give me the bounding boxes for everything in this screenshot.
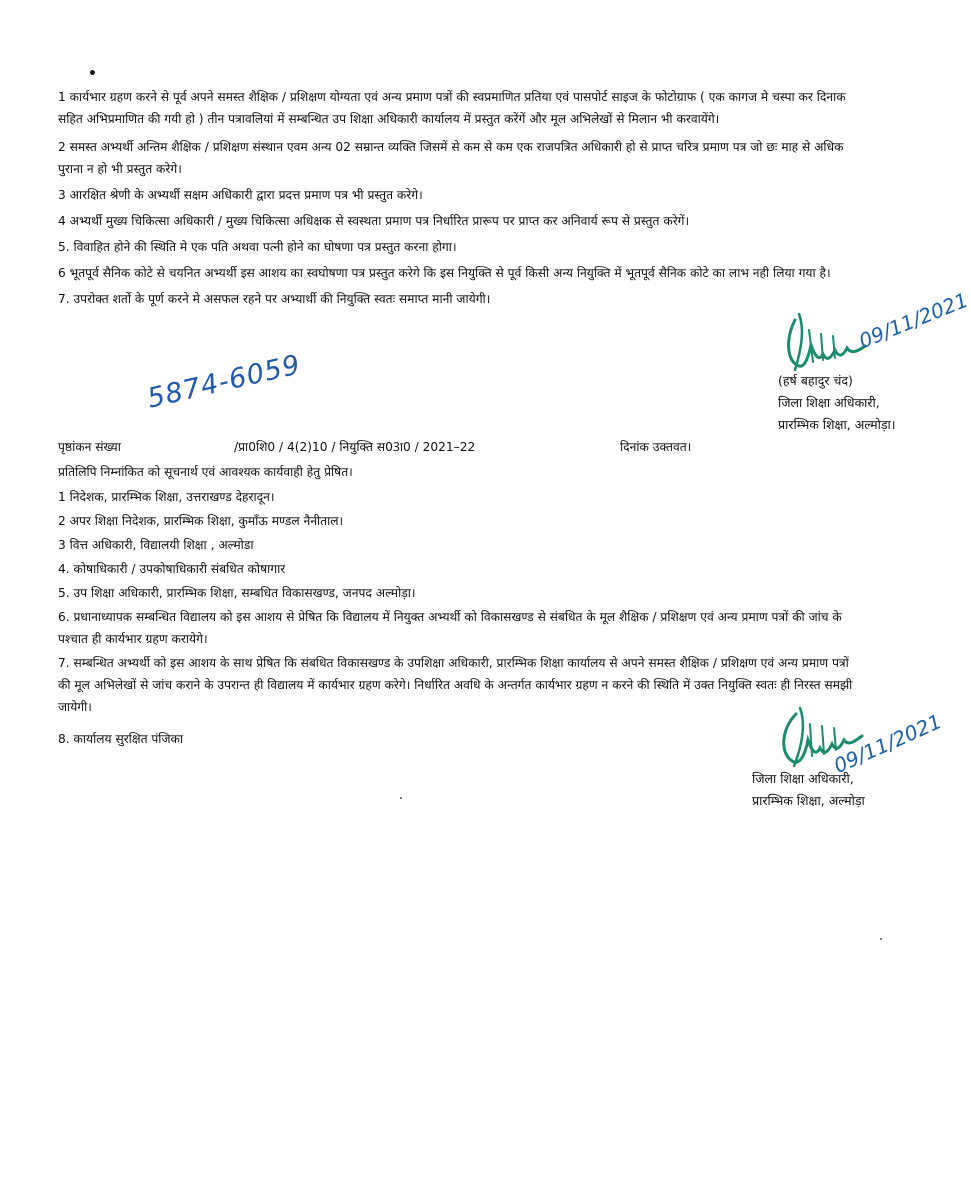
condition-7: 7. उपरोक्त शर्तो के पूर्ण करने मे असफल रहने पर अभ्यार्थी की नियुक्ति स्वतः समाप्त मानी जायेगी।	[58, 292, 491, 306]
signature-1-block	[778, 370, 896, 436]
copy-item-8: 8. कार्यालय सुरक्षित पंजिका	[58, 732, 184, 746]
copy-item-2: 2 अपर शिक्षा निदेशक, प्रारम्भिक शिक्षा, कुमाँऊ मण्डल नैनीताल।	[58, 514, 344, 528]
signature-2-block	[752, 768, 865, 812]
copy-item-6: 6. प्रधानाध्यापक सम्बन्धित विद्यालय को इस आशय से प्रेषित कि विद्यालय में नियुक्त अभ्यर्थी को विकासखण्ड से संबधित के मूल शैक्षिक / प्रशिक्षण एवं अन्य प्रमाण पत्रों की जांच के पश्चात ही कार्यभार ग्रहण करायेगे।	[58, 610, 842, 646]
officer-designation: जिला शिक्षा अधिकारी,	[778, 395, 880, 410]
copy-intro: प्रतिलिपि निम्नांकित को सूचनार्थ एवं आवश्यक कार्यवाही हेतु प्रेषित।	[58, 465, 353, 479]
officer-office-2: प्रारम्भिक शिक्षा, अल्मोड़ा	[752, 793, 865, 808]
top-mark: •	[88, 66, 97, 82]
officer-designation-2: जिला शिक्षा अधिकारी,	[752, 771, 854, 786]
condition-2: 2 समस्त अभ्यर्थी अन्तिम शैक्षिक / प्रशिक्षण संस्थान एवम अन्य 02 सम्रान्त व्यक्ति जिसमें से कम से कम एक राजपत्रित अधिकारी हो से प्राप्त चरित्र प्रमाण पत्र जो छः माह से अधिक पुराना न हो भी प्रस्तुत करेगे।	[58, 140, 844, 176]
condition-6: 6 भूतपूर्व सैनिक कोटे से चयनित अभ्यर्थी इस आशय का स्वघोषणा पत्र प्रस्तुत करेगे कि इस नियुक्ति से पूर्व किसी अन्य नियुक्ति में भूतपूर्व सैनिक कोटे का लाभ नही लिया गया है।	[58, 266, 831, 280]
handwritten-dispatch-number: 5874-6059	[144, 349, 304, 415]
reference-date: दिनांक उक्तवत।	[620, 440, 692, 454]
conditions-list	[58, 86, 858, 314]
reference-code: /प्रा0शि0 / 4(2)10 / नियुक्ति स03ा0 / 2021–22	[234, 440, 476, 454]
copy-item-5: 5. उप शिक्षा अधिकारी, प्रारम्भिक शिक्षा, सम्बधित विकासखण्ड, जनपद अल्मोड़ा।	[58, 586, 416, 600]
copy-item-3: 3 वित्त अधिकारी, विद्यालयी शिक्षा , अल्मोडा	[58, 538, 254, 552]
officer-office: प्रारम्भिक शिक्षा, अल्मोड़ा।	[778, 417, 896, 432]
officer-name: (हर्ष बहादुर चंद)	[778, 373, 853, 388]
condition-3: 3 आरक्षित श्रेणी के अभ्यर्थी सक्षम अधिकारी द्वारा प्रदत्त प्रमाण पत्र भी प्रस्तुत करेगे।	[58, 188, 423, 202]
copy-item-7: 7. सम्बन्धित अभ्यर्थी को इस आशय के साथ प्रेषित कि संबधित विकासखण्ड के उपशिक्षा अधिकारी, प्रारम्भिक शिक्षा कार्यालय से अपने समस्त शैक्षिक / प्रशिक्षण एवं अन्य प्रमाण पत्रों की मूल अभिलेखों से जांच कराने के उपरान्त ही विद्यालय में कार्यभार ग्रहण करेगे। निर्धारित अवधि के अन्तर्गत कार्यभार ग्रहण न करने की स्थिति में उक्त नियुक्ति स्वतः ही निरस्त समझी जायेगी।	[58, 656, 853, 714]
signature-2-date: 09/11/2021	[830, 709, 946, 778]
reference-label: पृष्ठांकन संख्या	[58, 440, 121, 454]
copy-list	[58, 486, 858, 752]
scan-speck	[400, 797, 402, 799]
signature-1-date: 09/11/2021	[855, 287, 971, 354]
condition-4: 4 अभ्यर्थी मुख्य चिकित्सा अधिकारी / मुख्य चिकित्सा अधिक्षक से स्वस्थता प्रमाण पत्र निर्धारित प्रारूप पर प्राप्त कर अनिवार्य रूप से प्रस्तुत करेगें।	[58, 214, 690, 228]
condition-1: 1 कार्यभार ग्रहण करने से पूर्व अपने समस्त शैक्षिक / प्रशिक्षण योग्यता एवं अन्य प्रमाण पत्रों की स्वप्रमाणित प्रतिया एवं पासपोर्ट साइज के फोटोग्राफ ( एक कागज मे चस्पा कर दिनाक सहित अभिप्रमाणित की गयी हो ) तीन पत्रावलियां में सम्बन्धित उप शिक्षा अधिकारी कार्यालय में प्रस्तुत करेंगें और मूल अभिलेखों से मिलान भी करवायेंगे।	[58, 90, 846, 126]
scan-speck	[880, 938, 882, 940]
copy-item-4: 4. कोषाधिकारी / उपकोषाधिकारी संबधित कोषागार	[58, 562, 286, 576]
condition-5: 5. विवाहित होने की स्थिति मे एक पति अथवा पत्नी होने का घोषणा पत्र प्रस्तुत करना होगा।	[58, 240, 457, 254]
copy-item-1: 1 निदेशक, प्रारम्भिक शिक्षा, उत्तराखण्ड देहरादून।	[58, 490, 275, 504]
